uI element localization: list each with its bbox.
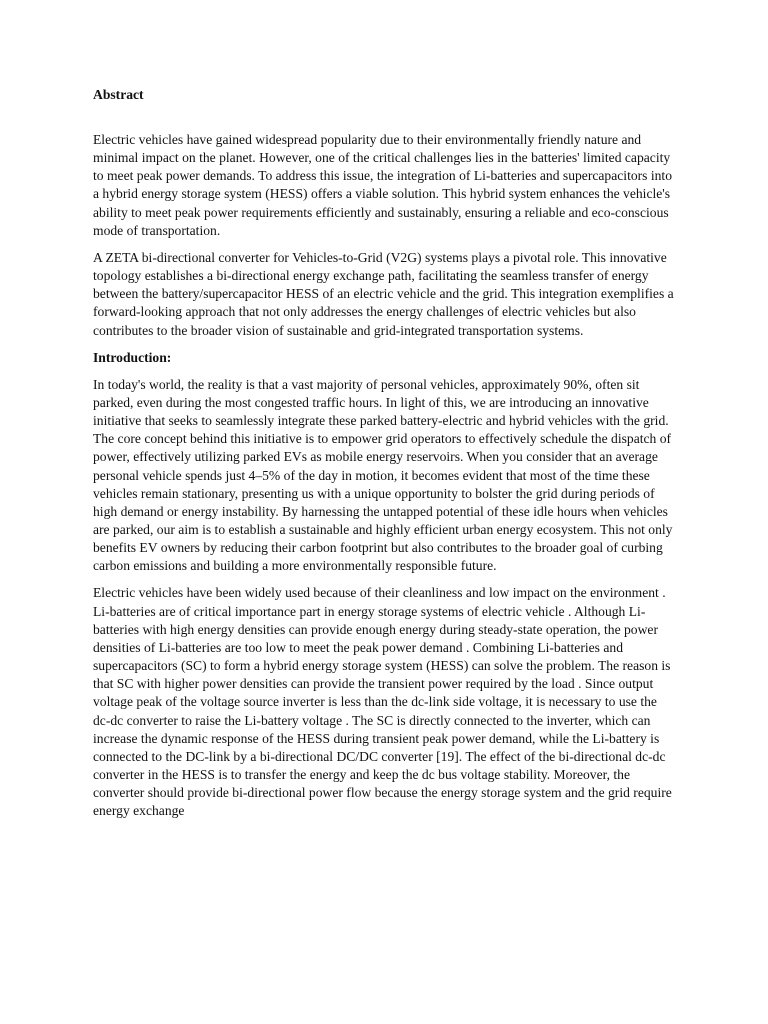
document-body <box>93 86 677 829</box>
introduction-heading: Introduction: <box>93 349 172 365</box>
abstract-paragraph-1: Electric vehicles have gained widespread popularity due to their environmentally friendly nature and minimal impact on the planet. However, one of the critical challenges lies in the batteries' limited capacity to meet peak power demands. To address this issue, the integration of Li-batteries and supercapacitors into a hybrid energy storage system (HESS) offers a viable solution. This hybrid system enhances the vehicle's ability to meet peak power requirements efficiently and sustainably, ensuring a reliable and eco-conscious mode of transportation. <box>93 132 673 238</box>
introduction-paragraph-2: Electric vehicles have been widely used because of their cleanliness and low impact on the environment . Li-batteries are of critical importance part in energy storage systems of electric vehicle . Although Li-batteries with high energy densities can provide enough energy during steady-state operation, the power densities of Li-batteries are too low to meet the peak power demand . Combining Li-batteries and supercapacitors (SC) to form a hybrid energy storage system (HESS) can solve the problem. The reason is that SC with higher power densities can provide the transient power required by the load . Since output voltage peak of the voltage source inverter is less than the dc-link side voltage, it is necessary to use the dc-dc converter to raise the Li-battery voltage . The SC is directly connected to the inverter, which can increase the dynamic response of the HESS during transient peak power demand, while the Li-battery is connected to the DC-link by a bi-directional DC/DC converter [19]. The effect of the bi-directional dc-dc converter in the HESS is to transfer the energy and keep the dc bus voltage stability. Moreover, the converter should provide bi-directional power flow because the energy storage system and the grid require energy exchange <box>93 585 672 819</box>
abstract-heading: Abstract <box>93 87 144 102</box>
abstract-paragraph-2: A ZETA bi-directional converter for Vehicles-to-Grid (V2G) systems plays a pivotal role. This innovative topology establishes a bi-directional energy exchange path, facilitating the seamless transfer of energy between the battery/supercapacitor HESS of an electric vehicle and the grid. This integration exemplifies a forward-looking approach that not only addresses the energy challenges of electric vehicles but also contributes to the broader vision of sustainable and grid-integrated transportation systems. <box>93 249 674 338</box>
introduction-paragraph-1: In today's world, the reality is that a vast majority of personal vehicles, approximately 90%, often sit parked, even during the most congested traffic hours. In light of this, we are introducing an innovative initiative that seeks to seamlessly integrate these parked battery-electric and hybrid vehicles with the grid. The core concept behind this initiative is to empower grid operators to effectively schedule the dispatch of power, effectively utilizing parked EVs as mobile energy reservoirs. When you consider that an average personal vehicle spends just 4–5% of the day in motion, it becomes evident that most of the time these vehicles remain stationary, presenting us with a unique opportunity to bolster the grid during periods of high demand or energy instability. By harnessing the untapped potential of these idle hours when vehicles are parked, our aim is to establish a sustainable and highly efficient urban energy ecosystem. This not only benefits EV owners by reducing their carbon footprint but also contributes to the broader goal of curbing carbon emissions and building a more environmentally responsible future. <box>93 376 673 574</box>
